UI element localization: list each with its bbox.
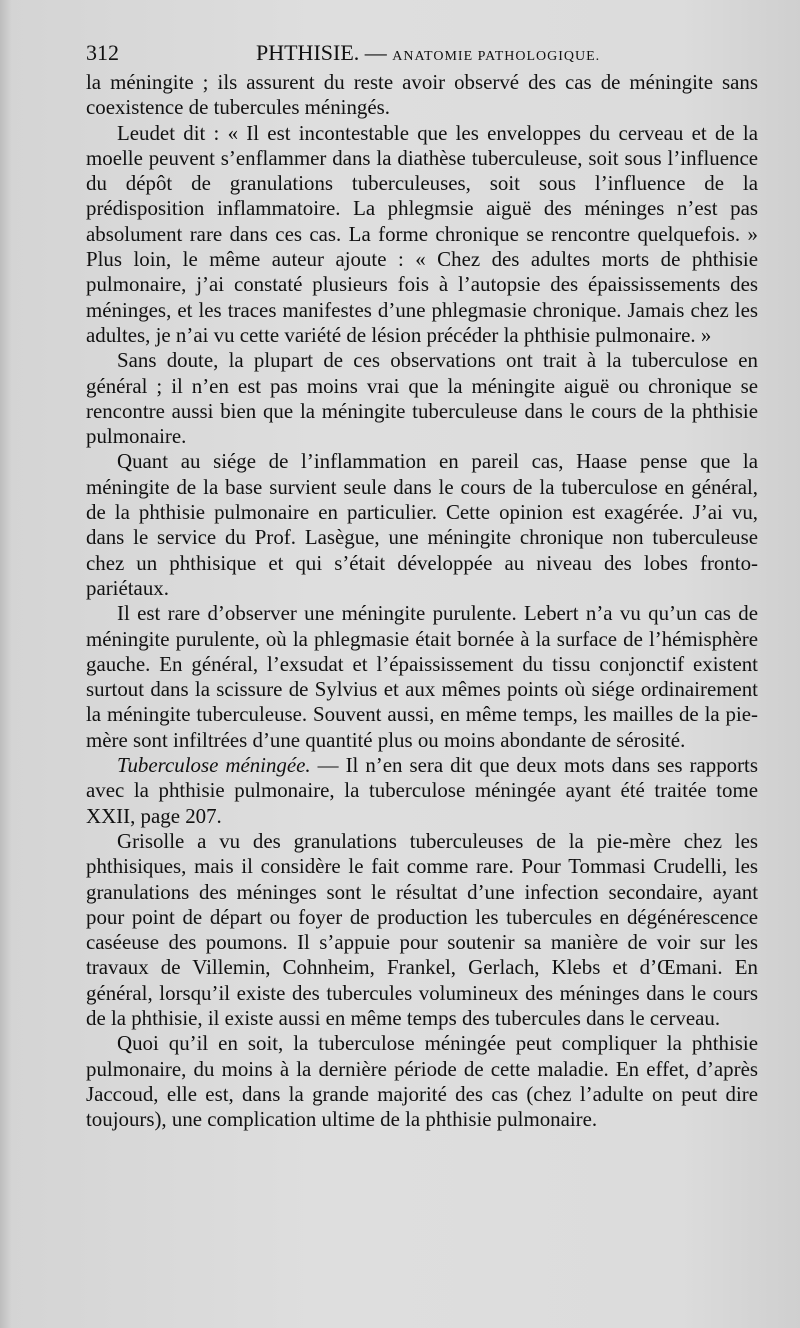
running-title-main: PHTHISIE.	[256, 40, 360, 65]
paragraph-8: Quoi qu’il en soit, la tuberculose méningée peut compliquer la phthisie pulmonaire, du moins à la dernière période de cette maladie. En effet, d’après Jaccoud, elle est, dans la grande majorité des cas (chez l’adulte on peut dire toujours), une complication ultime de la phthisie pulmonaire.	[86, 1031, 758, 1132]
section-lead-italic: Tuberculose méningée.	[117, 753, 311, 778]
page-number: 312	[86, 40, 119, 65]
paragraph-1: la méningite ; ils assurent du reste avoir observé des cas de méningite sans coexistence de tubercules méningés.	[86, 70, 758, 120]
paragraph-3: Sans doute, la plupart de ces observations ont trait à la tuberculose en général ; il n’en est pas moins vrai que la méningite aiguë ou chronique se rencontre aussi bien que la méningite tuberculeuse dans le cours de la phthisie pulmonaire.	[86, 348, 758, 449]
paragraph-5: Il est rare d’observer une méningite purulente. Lebert n’a vu qu’un cas de méningite purulente, où la phlegmasie était bornée à la surface de l’hémisphère gauche. En général, l’exsudat et l’épaississement du tissu conjonctif existent surtout dans la scissure de Sylvius et aux mêmes points où siége ordinairement la méningite tuberculeuse. Souvent aussi, en même temps, les mailles de la pie-mère sont infiltrées d’une quantité plus ou moins abondante de sérosité.	[86, 601, 758, 752]
page-gutter-shadow	[0, 0, 12, 1328]
body-text	[86, 70, 758, 1132]
running-title-separator: —	[364, 40, 387, 65]
running-title-sub: ANATOMIE PATHOLOGIQUE.	[392, 49, 601, 64]
running-header	[86, 40, 758, 72]
paragraph-2: Leudet dit : « Il est incontestable que les enveloppes du cerveau et de la moelle peuvent s’enflammer dans la diathèse tuberculeuse, soit sous l’influence du dépôt de granulations tuberculeuses, soit sous l’influence de la prédisposition inflammatoire. La phlegmsie aiguë des méninges n’est pas absolument rare dans ces cas. La forme chronique se rencontre quelquefois. » Plus loin, le même auteur ajoute : « Chez des adultes morts de phthisie pulmonaire, j’ai constaté plusieurs fois à l’autopsie des épaississements des méninges, et les traces manifestes d’une phlegmasie chronique. Jamais chez les adultes, je n’ai vu cette variété de lésion précéder la phthisie pulmonaire. »	[86, 120, 758, 347]
paragraph-4: Quant au siége de l’inflammation en pareil cas, Haase pense que la méningite de la base survient seule dans le cours de la tuberculose en général, de la phthisie pulmonaire en particulier. Cette opinion est exagérée. J’ai vu, dans le service du Prof. Lasègue, une méningite chronique non tuberculeuse chez un phthisique et qui s’était développée au niveau des lobes fronto-pariétaux.	[86, 449, 758, 600]
paragraph-6: Tuberculose méningée. — Il n’en sera dit que deux mots dans ses rapports avec la phthisie pulmonaire, la tuberculose méningée ayant été traitée tome XXII, page 207.	[86, 753, 758, 828]
paragraph-7: Grisolle a vu des granulations tuberculeuses de la pie-mère chez les phthisiques, mais il considère le fait comme rare. Pour Tommasi Crudelli, les granulations des méninges sont le résultat d’une infection secondaire, ayant pour point de départ ou foyer de production les tubercules en dégénérescence caséeuse des poumons. Il s’appuie pour soutenir sa manière de voir sur les travaux de Villemin, Cohnheim, Frankel, Gerlach, Klebs et d’Œmani. En général, lorsqu’il existe des tubercules volumineux des méninges dans le cours de la phthisie, il existe aussi en même temps des tubercules dans le cerveau.	[86, 828, 758, 1030]
running-title	[256, 40, 600, 66]
